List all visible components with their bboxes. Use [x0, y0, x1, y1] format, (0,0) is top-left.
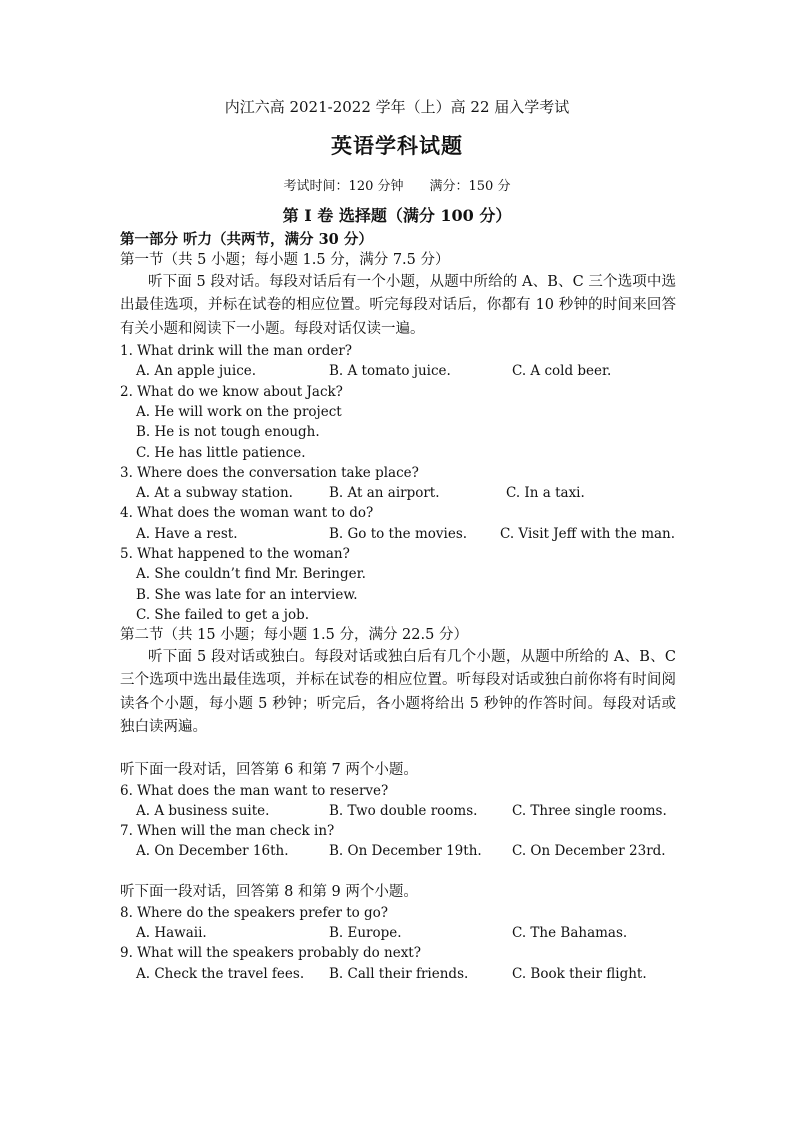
- volume-title: 第 I 卷 选择题（满分 100 分）: [282, 206, 512, 225]
- options-row: [120, 923, 676, 943]
- question-stem: 4. What does the woman want to do?: [120, 505, 374, 522]
- section2-instructions: 听下面 5 段对话或独白。每段对话或独白后有几个小题，从题中所给的 A、B、C 三个选项中选出最佳选项，并标在试卷的相应位置。听每段对话或独白前你将有时间阅读各个小题，每小题 5 秒钟；听完后，各小题将给出 5 秒钟的作答时间。每段对话或独白读两遍。: [120, 648, 676, 736]
- option-a: A. Check the travel fees.: [136, 965, 305, 982]
- option-a: A. Hawaii.: [136, 925, 207, 942]
- option-a: A. She couldn’t find Mr. Beringer.: [136, 566, 366, 583]
- question-stem: 8. Where do the speakers prefer to go?: [120, 904, 389, 921]
- option-c: C. Three single rooms.: [512, 802, 667, 819]
- options-row: [120, 483, 676, 503]
- option-b: B. He is not tough enough.: [136, 424, 320, 441]
- question-stem: 3. Where does the conversation take place?: [120, 464, 419, 481]
- exam-time: 考试时间：120 分钟: [283, 179, 404, 194]
- group2-instructions: 听下面一段对话，回答第 8 和第 9 两个小题。: [120, 883, 418, 900]
- option-b: B. Call their friends.: [329, 965, 469, 982]
- question-stem: 5. What happened to the woman?: [120, 546, 350, 563]
- option-b: B. At an airport.: [329, 485, 440, 502]
- option-b: B. Go to the movies.: [329, 525, 468, 542]
- option-b: B. Two double rooms.: [329, 802, 478, 819]
- question-stem: 6. What does the man want to reserve?: [120, 782, 389, 799]
- section2-title: 第二节（共 15 小题；每小题 1.5 分，满分 22.5 分）: [120, 627, 468, 644]
- options-row: [120, 964, 676, 984]
- section1-instructions: 听下面 5 段对话。每段对话后有一个小题，从题中所给的 A、B、C 三个选项中选出最佳选项，并标在试卷的相应位置。听完每段对话后，你都有 10 秒钟的时间来回答有关小题和阅读下一小题。每段对话仅读一遍。: [120, 273, 676, 337]
- option-c: C. He has little patience.: [136, 444, 306, 461]
- exam-full-score: 满分：150 分: [429, 179, 511, 194]
- option-a: A. A business suite.: [136, 802, 270, 819]
- options-row: [120, 841, 676, 861]
- options-row: [120, 361, 676, 381]
- exam-content: [120, 230, 676, 984]
- exam-title: 内江六高 2021-2022 学年（上）高 22 届入学考试: [224, 98, 570, 116]
- option-c: C. Visit Jeff with the man.: [500, 525, 676, 542]
- option-a: A. On December 16th.: [136, 843, 289, 860]
- option-c: C. The Bahamas.: [512, 925, 628, 942]
- question-stem: 7. When will the man check in?: [120, 823, 335, 840]
- option-c: C. A cold beer.: [512, 363, 612, 380]
- option-b: B. She was late for an interview.: [136, 586, 358, 603]
- part1-title: 第一部分 听力（共两节，满分 30 分）: [120, 231, 373, 248]
- option-c: C. In a taxi.: [506, 485, 585, 502]
- question-stem: 9. What will the speakers probably do next?: [120, 945, 421, 962]
- options-row: [120, 524, 676, 544]
- question-stem: 1. What drink will the man order?: [120, 343, 353, 360]
- option-a: A. At a subway station.: [136, 485, 293, 502]
- options-row: [120, 801, 676, 821]
- option-c: C. On December 23rd.: [512, 843, 666, 860]
- option-a: A. Have a rest.: [136, 525, 238, 542]
- option-c: C. She failed to get a job.: [136, 606, 310, 623]
- option-b: B. A tomato juice.: [329, 363, 451, 380]
- option-b: B. On December 19th.: [329, 843, 482, 860]
- option-c: C. Book their flight.: [512, 965, 647, 982]
- option-b: B. Europe.: [329, 925, 402, 942]
- question-stem: 2. What do we know about Jack?: [120, 383, 343, 400]
- subject-title: 英语学科试题: [331, 133, 463, 158]
- option-a: A. He will work on the project: [136, 403, 342, 420]
- group1-instructions: 听下面一段对话，回答第 6 和第 7 两个小题。: [120, 761, 418, 778]
- option-a: A. An apple juice.: [136, 363, 257, 380]
- exam-meta: [0, 175, 794, 194]
- section1-title: 第一节（共 5 小题；每小题 1.5 分，满分 7.5 分）: [120, 252, 450, 269]
